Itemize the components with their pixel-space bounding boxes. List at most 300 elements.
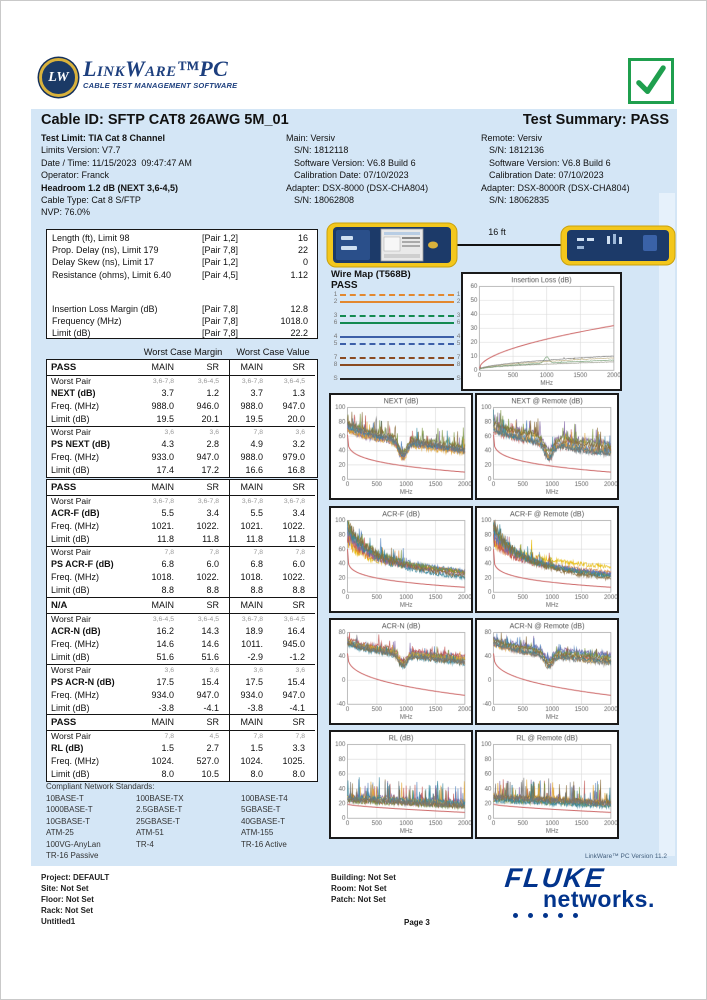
row-value: 16.2: [156, 626, 174, 636]
row-label: Limit (dB): [51, 585, 90, 595]
row-value: 16.4: [287, 626, 305, 636]
worst-case-value-header: Worst Case Value: [236, 347, 310, 357]
row-value: 15.4: [201, 677, 219, 687]
column-header: MAIN: [139, 360, 184, 376]
row-value: 17.5: [156, 677, 174, 687]
next-results-table: [46, 359, 318, 478]
worst-pair-value: 7,8: [229, 731, 273, 742]
cable-id: Cable ID: SFTP CAT8 26AWG 5M_01: [41, 112, 289, 128]
info-line: Operator: Franck: [41, 170, 110, 181]
measurement-value: 12.8: [290, 303, 308, 314]
wire-line: [340, 336, 454, 338]
compliant-standards: [46, 781, 326, 862]
column-header: SR: [184, 360, 229, 376]
row-value: 1.5: [161, 743, 174, 753]
row-value: 527.0: [196, 756, 219, 766]
standard-item: 1000BASE-T: [46, 805, 93, 814]
row-label: Freq. (MHz): [51, 690, 99, 700]
info-line: Main: Versiv: [286, 133, 336, 143]
worst-pair-value: 7,8: [229, 546, 273, 558]
standard-item: 25GBASE-T: [136, 816, 181, 826]
footer-line: Site: Not Set: [41, 884, 89, 893]
worst-pair-value: 3,6: [229, 664, 273, 676]
row-value: 14.3: [201, 626, 219, 636]
measurement-value: 22: [297, 245, 308, 256]
length-results-table: [46, 229, 318, 339]
row-value: 19.5: [156, 414, 174, 424]
row-value: 3.3: [292, 743, 305, 753]
length-table-row: [52, 303, 312, 315]
row-value: 1021.: [229, 520, 273, 533]
length-table-row: [52, 244, 312, 256]
row-value: 1025.: [282, 756, 305, 766]
column-header: MAIN: [229, 598, 273, 614]
row-label: ACR-F (dB): [51, 508, 100, 518]
standard-item: ATM-155: [241, 828, 274, 837]
worst-pair-value: 7,8: [139, 546, 184, 558]
pin-number: S: [456, 375, 461, 382]
row-value: 8.8: [292, 585, 305, 595]
row-value: 947.0: [196, 452, 219, 462]
row-value: 5.5: [229, 507, 273, 520]
info-line: Calibration Date: 07/10/2023: [294, 170, 409, 181]
worst-pair-value: 7,8: [273, 546, 315, 558]
row-value: 6.8: [229, 558, 273, 571]
pin-number: 2: [333, 298, 338, 305]
row-label: Freq. (MHz): [51, 572, 99, 582]
row-value: 17.2: [201, 465, 219, 475]
worst-pair-value: 3,6: [139, 426, 184, 438]
standards-column: [136, 793, 241, 862]
info-line: Software Version: V6.8 Build 6: [294, 157, 416, 168]
pair-label: [Pair 1,2]: [202, 257, 239, 268]
row-value: 1018.: [151, 572, 174, 582]
row-value: 20.1: [201, 414, 219, 424]
status-cell: PASS: [47, 360, 139, 376]
measurement-label: Length (ft), Limit 98: [52, 233, 130, 243]
row-value: 4.3: [161, 439, 174, 449]
worst-pair-value: 3,6-7,8: [152, 498, 174, 505]
row-label: PS ACR-F (dB): [51, 559, 114, 569]
standard-item: ATM-25: [46, 828, 74, 837]
pin-number: 4: [333, 333, 338, 340]
standard-item: 2.5GBASE-T: [136, 805, 183, 814]
worst-pair-value: 3,6-4,5: [152, 616, 174, 623]
row-value: 20.0: [287, 414, 305, 424]
worst-pair-value: 3,6-7,8: [152, 378, 174, 385]
standard-item: 5GBASE-T: [241, 805, 281, 814]
fluke-dots-icon: [513, 913, 578, 918]
pin-number: 3: [456, 312, 461, 319]
wire-line: [340, 343, 454, 345]
info-line: Headroom 1.2 dB (NEXT 3,6-4,5): [41, 182, 179, 193]
pin-number: 6: [456, 319, 461, 326]
wire-pair-row: [331, 333, 463, 340]
chart-acrf-main: [329, 506, 473, 613]
row-value: 2.8: [206, 439, 219, 449]
wire-map: [331, 269, 463, 382]
remote-unit-column: [481, 132, 630, 206]
worst-pair-value: 7,8: [164, 733, 174, 740]
row-value: 5.5: [161, 508, 174, 518]
row-value: 6.0: [206, 559, 219, 569]
chart-acrn-remote: [475, 618, 619, 725]
row-value: 14.6: [201, 639, 219, 649]
worst-case-headers: [46, 347, 318, 357]
pair-label: [Pair 7,8]: [202, 303, 239, 314]
row-value: 1024.: [151, 756, 174, 766]
info-line: Cable Type: Cat 8 S/FTP: [41, 195, 141, 206]
column-header: SR: [184, 480, 229, 496]
footer-line: Untitled1: [41, 917, 76, 926]
row-value: 2.7: [206, 743, 219, 753]
info-line: Limits Version: V7.7: [41, 145, 121, 156]
pin-number: 6: [333, 319, 338, 326]
footer-line: Project: DEFAULT: [41, 873, 110, 882]
main-tester-icon: [327, 223, 457, 267]
length-table-row: [52, 232, 312, 244]
row-value: 3.7: [229, 387, 273, 400]
pin-number: 7: [456, 354, 461, 361]
row-label: Limit (dB): [51, 703, 90, 713]
worst-pair-value: 7,8: [229, 426, 273, 438]
row-value: 8.0: [161, 769, 174, 779]
length-table-row: [52, 256, 312, 268]
chart-acrn-main: [329, 618, 473, 725]
measurement-label: Frequency (MHz): [52, 316, 122, 327]
standards-column: [241, 793, 288, 862]
linkware-logo: [39, 58, 237, 97]
row-value: 51.6: [201, 652, 219, 662]
test-summary: Test Summary: PASS: [522, 112, 669, 128]
badge-text: LW: [48, 69, 69, 85]
pin-number: 1: [456, 291, 461, 298]
pin-number: 1: [333, 291, 338, 298]
row-value: 8.0: [229, 768, 273, 781]
column-header: MAIN: [229, 360, 273, 376]
wire-pair-row: [331, 375, 463, 382]
pin-number: 7: [333, 354, 338, 361]
info-line: Remote: Versiv: [481, 133, 543, 143]
row-value: 8.8: [229, 584, 273, 597]
wire-pair-row: [331, 291, 463, 298]
column-header: SR: [273, 480, 315, 496]
row-value: -1.2: [289, 652, 305, 662]
wire-pair-row: [331, 361, 463, 368]
wire-line: [340, 294, 454, 296]
measurement-value: 16: [297, 233, 308, 243]
row-value: 11.8: [202, 534, 219, 544]
tester-devices-graphic: [323, 221, 679, 273]
wire-pair-row: [331, 354, 463, 361]
row-value: 3.4: [292, 508, 305, 518]
row-value: 4.9: [229, 438, 273, 451]
length-table-row: [52, 269, 312, 281]
pin-number: 5: [333, 340, 338, 347]
measurement-label: Delay Skew (ns), Limit 17: [52, 257, 155, 268]
standard-item: ATM-51: [136, 828, 164, 837]
row-value: 11.8: [229, 533, 273, 546]
row-value: 3.7: [161, 388, 174, 398]
wire-line: [340, 364, 454, 366]
info-line: S/N: 1812118: [294, 145, 349, 156]
standard-item: 40GBASE-T: [241, 816, 286, 826]
row-value: 17.5: [229, 676, 273, 689]
pair-label: [Pair 7,8]: [202, 245, 239, 256]
wire-pair-row: [331, 298, 463, 305]
row-value: -2.9: [229, 651, 273, 664]
worst-pair-value: 3,6-7,8: [229, 614, 273, 625]
standard-item: 10GBASE-T: [46, 816, 91, 826]
column-header: MAIN: [139, 480, 184, 496]
standard-item: 100BASE-TX: [136, 793, 184, 803]
info-line: Software Version: V6.8 Build 6: [489, 157, 611, 168]
row-value: 18.9: [229, 625, 273, 638]
measurement-value: 0: [302, 257, 308, 268]
linkware-badge-icon: [39, 58, 78, 97]
row-value: -4.1: [289, 703, 305, 713]
networks-brand-text: networks.: [543, 886, 655, 912]
row-label: Freq. (MHz): [51, 401, 99, 411]
main-unit-column: [286, 132, 428, 206]
row-label: Limit (dB): [51, 465, 90, 475]
standard-item: 100BASE-T4: [241, 793, 288, 803]
row-label: PS ACR-N (dB): [51, 677, 115, 687]
footer-location-info: [331, 872, 396, 905]
column-header: SR: [273, 360, 315, 376]
info-line: Calibration Date: 07/10/2023: [489, 170, 604, 181]
worst-pair-value: 3,6: [184, 426, 229, 438]
footer-line: Room: Not Set: [331, 884, 387, 893]
row-label: Limit (dB): [51, 769, 90, 779]
remote-tester-icon: [561, 226, 675, 265]
row-label: Freq. (MHz): [51, 756, 99, 766]
row-value: 8.8: [206, 585, 219, 595]
footer-line: Patch: Not Set: [331, 895, 386, 904]
footer-line: Building: Not Set: [331, 873, 396, 882]
row-value: 1022.: [196, 521, 219, 531]
row-value: 933.0: [151, 452, 174, 462]
wire-line: [340, 322, 454, 324]
row-label: RL (dB): [51, 743, 84, 753]
spacer: [52, 281, 312, 303]
row-value: 979.0: [282, 452, 305, 462]
column-header: SR: [184, 715, 229, 731]
row-value: 1.3: [292, 388, 305, 398]
row-value: 19.5: [229, 413, 273, 426]
row-value: 8.0: [292, 769, 305, 779]
worst-pair-label: Worst Pair: [51, 731, 91, 741]
pin-number: 3: [333, 312, 338, 319]
row-value: 947.0: [282, 401, 305, 411]
pair-label: [Pair 7,8]: [202, 316, 239, 327]
fluke-networks-logo: [499, 863, 684, 921]
pin-number: 4: [456, 333, 461, 340]
linkware-subtitle: CABLE TEST MANAGEMENT SOFTWARE: [83, 81, 238, 90]
worst-pair-label: Worst Pair: [51, 496, 91, 506]
pass-checkbox-icon: [628, 58, 674, 104]
row-value: 934.0: [229, 689, 273, 702]
info-line: Adapter: DSX-8000R (DSX-CHA804): [481, 182, 630, 193]
worst-pair-value: 3,6-7,8: [229, 376, 273, 387]
worst-pair-value: 3,6-4,5: [283, 378, 305, 385]
status-cell: PASS: [47, 480, 139, 496]
row-label: NEXT (dB): [51, 388, 96, 398]
row-value: 15.4: [287, 677, 305, 687]
measurement-value: 1.12: [290, 269, 308, 280]
length-table-row: [52, 315, 312, 327]
pair-label: [Pair 4,5]: [202, 269, 239, 280]
worst-pair-value: 3,6: [139, 664, 184, 676]
report-panel: [31, 109, 677, 866]
measurement-value: 1018.0: [280, 316, 308, 327]
row-value: 947.0: [282, 690, 305, 700]
wire-line: [340, 378, 454, 380]
row-value: 6.0: [292, 559, 305, 569]
column-header: SR: [273, 598, 315, 614]
row-value: 14.6: [156, 639, 174, 649]
worst-pair-label: Worst Pair: [47, 664, 139, 676]
fluke-brand-text: FLUKE: [503, 863, 607, 893]
row-value: 988.0: [151, 401, 174, 411]
worst-pair-value: 7,8: [184, 546, 229, 558]
row-value: 988.0: [229, 451, 273, 464]
wire-pair-row: [331, 319, 463, 326]
checkmark-icon: [631, 61, 671, 101]
standard-item: TR-4: [136, 839, 154, 849]
row-value: 1021.: [151, 521, 174, 531]
measurement-label: Insertion Loss Margin (dB): [52, 303, 158, 314]
column-header: SR: [273, 715, 315, 731]
row-label: Freq. (MHz): [51, 521, 99, 531]
row-label: ACR-N (dB): [51, 626, 101, 636]
chart-acrf-remote: [475, 506, 619, 613]
worst-pair-value: 3,6-4,5: [197, 378, 219, 385]
row-value: 1022.: [282, 572, 305, 582]
status-cell: N/A: [47, 598, 139, 614]
row-label: Limit (dB): [51, 414, 90, 424]
row-value: 1022.: [282, 521, 305, 531]
panel-edge-strip: [659, 193, 675, 856]
row-value: 1.5: [229, 742, 273, 755]
wire-pair-row: [331, 312, 463, 319]
column-header: SR: [184, 598, 229, 614]
wire-line: [340, 315, 454, 317]
worst-pair-label: Worst Pair: [47, 426, 139, 438]
wire-line: [340, 357, 454, 359]
row-value: 17.4: [156, 465, 174, 475]
status-cell: PASS: [47, 715, 139, 731]
column-header: MAIN: [229, 480, 273, 496]
worst-case-margin-header: Worst Case Margin: [143, 347, 223, 357]
row-value: -4.1: [203, 703, 219, 713]
length-table-row: [52, 327, 312, 339]
row-value: -3.8: [158, 703, 174, 713]
standards-title: Compliant Network Standards:: [46, 782, 155, 791]
wire-map-pairs: [331, 291, 463, 382]
worst-pair-value: 4,5: [209, 733, 219, 740]
row-label: Limit (dB): [51, 652, 90, 662]
cable-length-label: 16 ft: [488, 227, 506, 237]
info-line: Date / Time: 11/15/2023 09:47:47 AM: [41, 157, 192, 168]
worst-pair-label: Worst Pair: [47, 546, 139, 558]
row-value: 6.8: [161, 559, 174, 569]
pin-number: 5: [456, 340, 461, 347]
info-line: Adapter: DSX-8000 (DSX-CHA804): [286, 182, 429, 193]
chart-rl-main: [329, 730, 473, 839]
row-label: Freq. (MHz): [51, 452, 99, 462]
info-line: S/N: 1812136: [489, 145, 545, 156]
row-label: Limit (dB): [51, 534, 90, 544]
row-value: 16.8: [287, 465, 305, 475]
row-value: 945.0: [282, 639, 305, 649]
pin-number: 2: [456, 298, 461, 305]
pin-number: S: [333, 375, 338, 382]
chart-insertion-loss: [461, 272, 622, 391]
standard-item: TR-16 Passive: [46, 851, 99, 860]
row-value: 10.5: [201, 769, 219, 779]
version-label: LinkWare™ PC Version 11.2: [584, 853, 667, 860]
page-number: Page 3: [404, 918, 430, 927]
row-label: Freq. (MHz): [51, 639, 99, 649]
pin-number: 8: [333, 361, 338, 368]
worst-pair-value: 3,6-4,5: [283, 616, 305, 623]
measurement-label: Limit (dB): [52, 328, 91, 339]
worst-pair-value: 3,6: [273, 426, 315, 438]
worst-pair-label: Worst Pair: [51, 376, 91, 386]
row-value: 1018.: [229, 571, 273, 584]
worst-pair-value: 3,6-4,5: [197, 616, 219, 623]
worst-pair-value: 7,8: [295, 733, 305, 740]
wire-line: [340, 301, 454, 303]
wire-map-title: Wire Map (T568B): [331, 269, 411, 280]
pair-label: [Pair 1,2]: [202, 233, 239, 243]
standard-item: 100VG-AnyLan: [46, 839, 101, 849]
column-header: MAIN: [139, 715, 184, 731]
row-value: 1011.: [229, 638, 273, 651]
measurement-value: 22.2: [290, 328, 308, 339]
acrf-results-table: [46, 479, 318, 598]
row-value: 8.8: [161, 585, 174, 595]
row-value: 3.4: [206, 508, 219, 518]
row-value: 947.0: [196, 690, 219, 700]
worst-pair-value: 3,6-7,8: [283, 498, 305, 505]
footer-line: Rack: Not Set: [41, 906, 94, 915]
worst-pair-label: Worst Pair: [51, 614, 91, 624]
row-value: 16.6: [229, 464, 273, 477]
row-value: -3.8: [229, 702, 273, 715]
footer-line: Floor: Not Set: [41, 895, 94, 904]
row-value: 988.0: [229, 400, 273, 413]
measurement-label: Prop. Delay (ns), Limit 179: [52, 245, 159, 256]
info-line: S/N: 18062808: [294, 195, 355, 206]
chart-next-main: [329, 393, 473, 500]
worst-pair-value: 3,6-7,8: [229, 496, 273, 507]
row-value: 934.0: [151, 690, 174, 700]
test-info-column: [41, 132, 192, 219]
row-value: 3.2: [292, 439, 305, 449]
standards-column: [46, 793, 136, 862]
row-value: 1024.: [229, 755, 273, 768]
standard-item: TR-16 Active: [241, 839, 287, 849]
pin-number: 8: [456, 361, 461, 368]
chart-next-remote: [475, 393, 619, 500]
row-value: 946.0: [196, 401, 219, 411]
row-value: 1.2: [206, 388, 219, 398]
linkware-title: LinkWare™PC: [83, 56, 229, 81]
row-label: PS NEXT (dB): [51, 439, 111, 449]
column-header: MAIN: [139, 598, 184, 614]
